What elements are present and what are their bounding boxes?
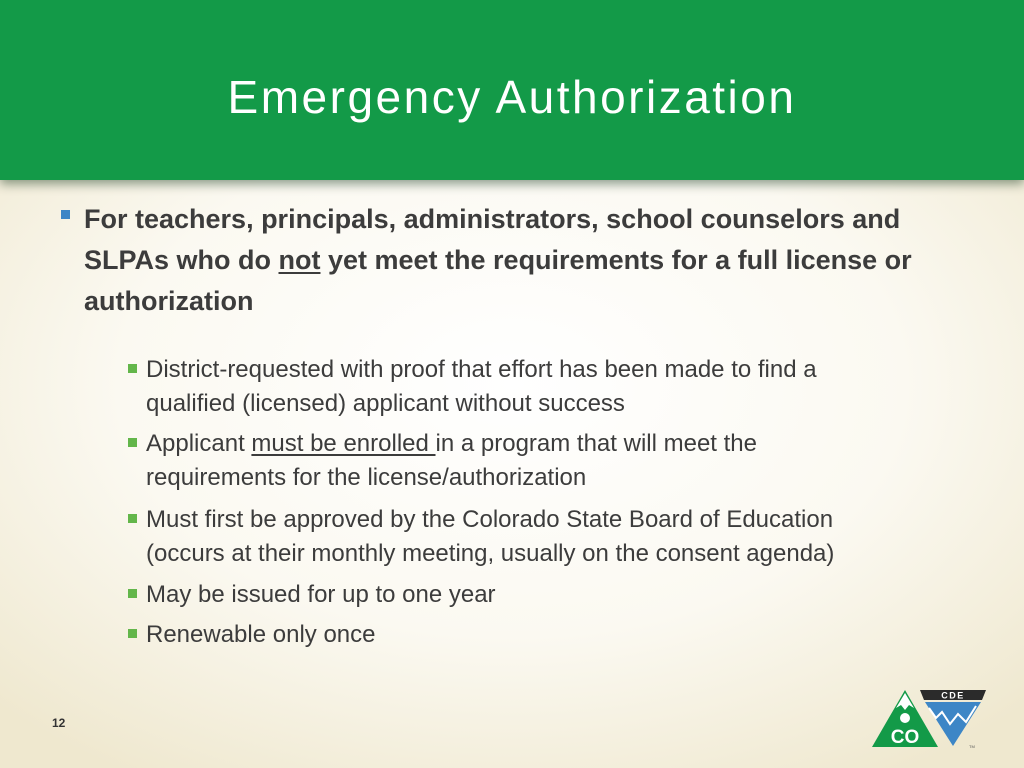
- main-bullet-text-before: For teachers, principals, administrators, school counselors and SLPAs who do: [84, 204, 901, 275]
- sub-bullet-3: [146, 503, 946, 571]
- sub-bullet-icon: [128, 438, 137, 447]
- sub-bullet-icon: [128, 364, 137, 373]
- sub-bullet-1: [146, 353, 946, 421]
- main-bullet-text: [84, 199, 984, 322]
- sub-bullet-4: [146, 578, 946, 612]
- slide-title: Emergency Authorization: [227, 71, 797, 123]
- main-bullet-text-after: yet meet the requirements for a full license or authorization: [84, 245, 912, 316]
- sub-bullet-2: [146, 427, 946, 495]
- sub-bullet-2-after: in a program that will meet the: [435, 430, 757, 457]
- sub-bullet-5: [146, 618, 946, 652]
- sub-bullet-4-line1: May be issued for up to one year: [146, 581, 496, 608]
- logo-sun-icon: [900, 713, 910, 723]
- page-number: 12: [52, 716, 66, 730]
- main-bullet-icon: [61, 210, 70, 219]
- sub-bullet-1-line1: District-requested with proof that effort has been made to find a: [146, 356, 817, 383]
- sub-bullet-icon: [128, 514, 137, 523]
- sub-bullet-icon: [128, 629, 137, 638]
- sub-bullet-2-underlined: must be enrolled: [251, 430, 436, 457]
- sub-bullet-5-line1: Renewable only once: [146, 621, 376, 648]
- sub-bullet-2-line1: [146, 427, 946, 461]
- logo-co-text: CO: [890, 727, 920, 748]
- sub-bullet-2-line2: requirements for the license/authorization: [146, 464, 587, 491]
- sub-bullet-3-line2: (occurs at their monthly meeting, usually on the consent agenda): [146, 540, 835, 567]
- logo-tm: TM: [969, 744, 975, 749]
- sub-bullet-icon: [128, 589, 137, 598]
- logo-cde-text: CDE: [941, 690, 965, 701]
- sub-bullet-1-line2: qualified (licensed) applicant without success: [146, 390, 625, 417]
- cde-logo: [872, 688, 988, 750]
- sub-bullet-2-before: Applicant: [146, 430, 252, 457]
- main-bullet-underlined: not: [278, 245, 321, 275]
- sub-bullet-3-line1: Must first be approved by the Colorado State Board of Education: [146, 506, 834, 533]
